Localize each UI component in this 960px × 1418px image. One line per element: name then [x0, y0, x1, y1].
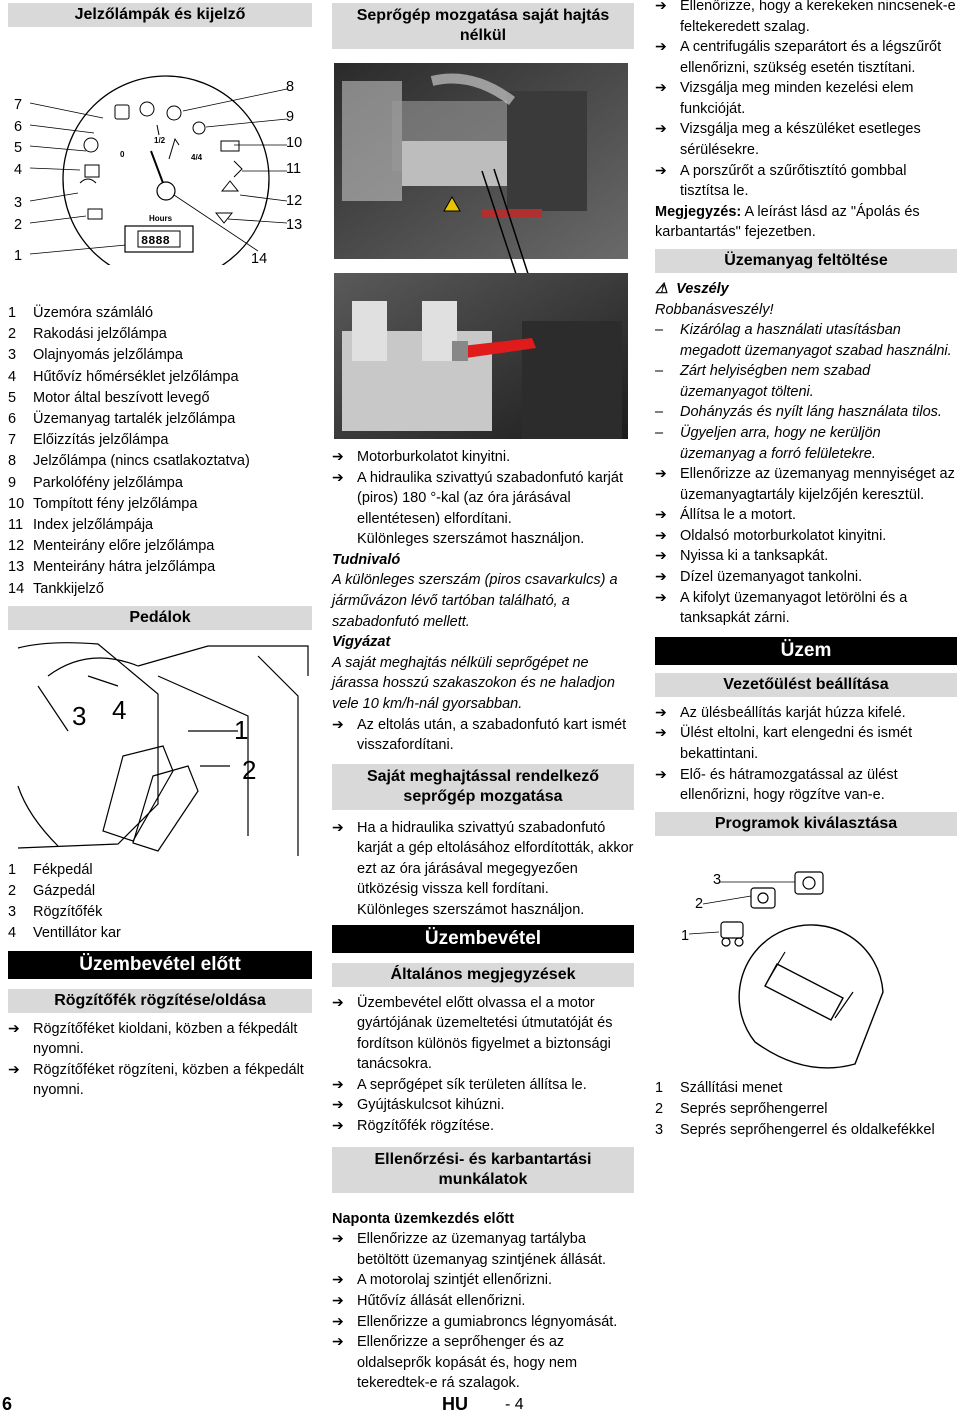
bullet-text: Rögzítőfék rögzítése. — [357, 1118, 495, 1135]
item-text: Üzemóra számláló — [33, 305, 154, 321]
arrow-icon: ➔ — [655, 506, 667, 523]
move-items — [332, 447, 634, 529]
item-text: Hűtővíz hőmérséklet jelzőlámpa — [33, 368, 239, 385]
bullet-item — [332, 993, 634, 1075]
bullet-item — [332, 1270, 634, 1291]
bullet-item — [655, 723, 957, 764]
gauge-zero: 0 — [120, 150, 125, 159]
dash-mark: – — [655, 363, 664, 380]
item-number: 1 — [8, 305, 17, 321]
item-number: 3 — [8, 347, 17, 364]
bullet-item — [655, 78, 957, 119]
bullet-text: Dízel üzemanyagot tankolni. — [680, 569, 863, 586]
item-text: Szállítási menet — [680, 1079, 783, 1096]
caution-title: Vigyázat — [332, 634, 391, 651]
bullet-text: Ülést eltolni, kart elengedni és ismét bekattintani. — [680, 725, 913, 762]
item-number: 6 — [8, 411, 17, 428]
heading-parking-brake: Rögzítőfék rögzítése/oldása — [8, 989, 312, 1013]
item-number: 1 — [655, 1079, 664, 1096]
arrow-icon: ➔ — [655, 724, 667, 741]
item-text: Tompított fény jelzőlámpa — [33, 495, 198, 512]
programs-list — [655, 1078, 957, 1142]
general-items — [332, 993, 634, 1137]
bullet-text: Elő- és hátramozgatással az ülést ellenőrizni, hogy rögzítve van-e. — [680, 766, 898, 804]
bullet-item — [655, 526, 957, 547]
list-item — [8, 515, 312, 536]
arrow-icon: ➔ — [8, 1019, 20, 1036]
bullet-item — [655, 505, 957, 526]
bullet-item — [332, 1312, 634, 1333]
caution-text: A saját meghajtás nélküli seprőgépet ne járassa hosszú szakaszokon és ne haladjon vele 10 km/h-nál gyorsabban. — [332, 654, 615, 712]
item-number: 5 — [8, 389, 17, 406]
item-number: 11 — [8, 517, 24, 534]
bullet-text: A centrifugális szeparátort és a légszűrőt ellenőrizni, szükség esetén tisztítani. — [680, 39, 942, 76]
item-number: 10 — [8, 495, 25, 512]
brake-items — [8, 1019, 312, 1101]
list-item — [8, 430, 312, 451]
bullet-text: Ellenőrizze a seprőhenger és az oldalseprők kopását és, hogy nem tekeredtek-e rá szalagok. — [357, 1334, 578, 1392]
item-number: 2 — [655, 1100, 664, 1117]
callout-number: 9 — [286, 109, 295, 125]
item-text: Parkolófény jelzőlámpa — [33, 474, 183, 491]
item-number: 13 — [8, 559, 25, 576]
callout-number: 4 — [14, 162, 23, 178]
bullet-item — [655, 588, 957, 629]
arrow-icon: ➔ — [332, 468, 344, 485]
item-text: Menteirány előre jelzőlámpa — [33, 538, 215, 555]
bullet-text: Gyújtáskulcsot kihúzni. — [357, 1097, 505, 1114]
fuel-items — [655, 464, 957, 629]
column-middle — [332, 0, 634, 1394]
arrow-icon: ➔ — [332, 1271, 344, 1288]
bullet-item — [655, 37, 957, 78]
knob-drawing — [655, 842, 957, 1078]
arrow-icon: ➔ — [332, 1312, 344, 1329]
callout-number: 11 — [286, 161, 302, 177]
own-item: ➔ Ha a hidraulika szivattyú szabadonfutó karját a gép eltolásához elfordították, akkor ezt az óra járásával megegyezően ütközésig vissza kell fordítani. — [332, 818, 634, 900]
daily-items — [332, 1229, 634, 1394]
arrow-icon: ➔ — [332, 818, 344, 835]
dash-item — [655, 361, 957, 402]
danger-title: ⚠ Veszély — [655, 280, 729, 297]
bullet-text: A kifolyt üzemanyagot letörölni és a tanksapkát zárni. — [680, 589, 908, 627]
heading-seat: Vezetőülést beállítása — [655, 673, 957, 697]
item-text: Rögzítőfék — [33, 904, 103, 921]
heading-maintenance: Ellenőrzési- és karbantartási munkálatok — [332, 1147, 634, 1193]
arrow-icon: ➔ — [332, 1096, 344, 1113]
photo-figure — [332, 61, 634, 439]
knob-label-2: 2 — [695, 895, 704, 912]
list-item — [8, 345, 312, 366]
list-item — [8, 451, 312, 472]
item-text: Ventillátor kar — [33, 925, 121, 942]
bullet-item — [655, 119, 957, 160]
arrow-icon: ➔ — [332, 1230, 344, 1247]
bullet-text: A seprőgépet sík területen állítsa le. — [357, 1076, 587, 1093]
bullet-item — [8, 1019, 312, 1060]
arrow-icon: ➔ — [655, 79, 667, 96]
item-number: 8 — [8, 453, 17, 470]
arrow-icon: ➔ — [332, 1117, 344, 1134]
bullet-text: Oldalsó motorburkolatot kinyitni. — [680, 527, 887, 544]
item-number: 2 — [8, 883, 17, 900]
dashboard-figure — [8, 33, 312, 265]
item-text: Fékpedál — [33, 861, 93, 878]
arrow-icon: ➔ — [332, 715, 344, 732]
bullet-text: Ellenőrizze az üzemanyag mennyiséget az üzemanyagtartály kijelzőjén keresztül. — [680, 466, 955, 503]
pedal-label-4: 4 — [112, 694, 127, 725]
callout-number: 3 — [14, 195, 23, 211]
item-number: 9 — [8, 474, 17, 491]
page-subnumber: - 4 — [505, 1396, 524, 1413]
bullet-text: A porszűrőt a szűrőtisztító gombbal tisztítsa le. — [680, 162, 907, 200]
pedal-label-1: 1 — [234, 714, 249, 745]
bullet-text: A motorolaj szintjét ellenőrizni. — [357, 1272, 553, 1289]
callout-number: 2 — [14, 217, 23, 233]
callout-number: 12 — [286, 193, 303, 209]
seat-items — [655, 703, 957, 806]
column-left — [8, 0, 312, 1101]
list-item — [8, 473, 312, 494]
bullet-item — [655, 161, 957, 202]
list-item — [8, 324, 312, 345]
item-text: Tankkijelző — [33, 580, 104, 597]
bullet-item — [655, 546, 957, 567]
language-code: HU — [442, 1394, 468, 1414]
arrow-icon: ➔ — [655, 465, 667, 482]
dash-text: Zárt helyiségben nem szabad üzemanyagot tölteni. — [680, 363, 871, 400]
item-text: Menteirány hátra jelzőlámpa — [33, 559, 216, 576]
bullet-text: Ellenőrizze a gumiabroncs légnyomását. — [357, 1313, 618, 1330]
item-number: 4 — [8, 368, 17, 385]
bullet-text: Állítsa le a motort. — [680, 507, 797, 524]
bullet-text: A hidraulika szivattyú szabadonfutó karját (piros) 180 °-kal (az óra járásával ellentétesen) elfordítani. — [357, 469, 623, 527]
heading-before-start: Üzembevétel előtt — [8, 951, 312, 979]
bullet-item — [332, 447, 634, 468]
dashboard-label-14: 14 — [251, 251, 268, 267]
callout-number: 6 — [14, 119, 23, 135]
bullet-text: Ellenőrizze, hogy a kerekeken nincsenek-e feltekeredett szalag. — [680, 0, 956, 35]
arrow-icon: ➔ — [332, 993, 344, 1010]
column-right — [655, 0, 957, 1141]
dash-item — [655, 320, 957, 361]
list-item — [8, 557, 312, 578]
pedal-figure — [8, 636, 312, 858]
top-items — [655, 0, 957, 202]
item-number: 1 — [8, 861, 17, 878]
pedal-drawing — [8, 636, 312, 858]
callout-number: 7 — [14, 97, 23, 113]
list-item — [8, 536, 312, 557]
arrow-icon: ➔ — [655, 568, 667, 585]
item-text: Index jelzőlámpája — [33, 517, 154, 534]
list-item — [8, 902, 312, 923]
list-item — [8, 579, 312, 600]
callout-number: 1 — [14, 248, 23, 264]
item-number: 7 — [8, 432, 17, 449]
bullet-text: Vizsgálja meg minden kezelési elem funkcióját. — [680, 80, 914, 117]
arrow-icon: ➔ — [655, 703, 667, 720]
item-number: 3 — [655, 1122, 664, 1139]
bullet-text: Nyissa ki a tanksapkát. — [680, 548, 829, 565]
bullet-item — [332, 1229, 634, 1270]
bullet-item — [655, 703, 957, 724]
bullet-item — [332, 1291, 634, 1312]
list-item — [655, 1120, 957, 1141]
list-item — [8, 367, 312, 388]
bullet-item — [655, 765, 957, 806]
list-item — [655, 1099, 957, 1120]
bullet-item — [655, 567, 957, 588]
list-item — [655, 1078, 957, 1099]
knob-label-3: 3 — [713, 871, 722, 888]
callout-number: 10 — [286, 135, 303, 151]
dash-text: Ügyeljen arra, hogy ne kerüljön üzemanyag a forró felületekre. — [680, 424, 881, 462]
item-number: 14 — [8, 580, 25, 597]
heading-lamps: Jelzőlámpák és kijelző — [8, 3, 312, 27]
bullet-text: Rögzítőféket kioldani, közben a fékpedált nyomni. — [33, 1020, 298, 1058]
callout-number: 5 — [14, 140, 23, 156]
bullet-text: Hűtővíz állását ellenőrizni. — [357, 1292, 526, 1309]
dash-mark: – — [655, 424, 664, 441]
danger-subtitle: Robbanásveszély! — [655, 301, 774, 318]
heading-start: Üzembevétel — [332, 925, 634, 953]
list-item — [8, 409, 312, 430]
pedal-label-3: 3 — [72, 700, 87, 731]
bullet-item — [332, 1116, 634, 1137]
bullet-text: Motorburkolatot kinyitni. — [357, 449, 511, 465]
bullet-item — [8, 1060, 312, 1101]
arrow-icon: ➔ — [655, 38, 667, 55]
list-item — [8, 923, 312, 944]
item-text: Olajnyomás jelzőlámpa — [33, 347, 183, 364]
item-text: Jelzőlámpa (nincs csatlakoztatva) — [33, 453, 250, 470]
item-text: Motor által beszívott levegő — [33, 389, 210, 406]
gauge-half: 1/2 — [154, 136, 166, 145]
program-knob-figure — [655, 842, 957, 1078]
dash-item — [655, 402, 957, 423]
arrow-icon: ➔ — [655, 161, 667, 178]
after-move-item: ➔ Az eltolás után, a szabadonfutó kart ismét visszafordítani. — [332, 715, 634, 756]
special-tool-note-2: Különleges szerszámot használjon. — [357, 901, 585, 918]
pedals-list — [8, 860, 312, 945]
bullet-text: Az ülésbeállítás karját húzza kifelé. — [680, 704, 906, 721]
arrow-icon: ➔ — [655, 547, 667, 564]
bullet-text: Üzembevétel előtt olvassa el a motor gyártójának üzemeltetési útmutatóját és fordítson különös figyelmet a biztonsági tanácsokra. — [357, 994, 613, 1073]
knob-label-1: 1 — [681, 927, 690, 944]
list-item — [8, 494, 312, 515]
heading-general: Általános megjegyzések — [332, 963, 634, 987]
page-number: 6 — [2, 1394, 13, 1414]
dash-item — [655, 423, 957, 464]
heading-operation: Üzem — [655, 637, 957, 665]
dash-text: Kizárólag a használati utasításban megadott üzemanyagot szabad használni. — [680, 322, 952, 359]
callout-number: 13 — [286, 217, 303, 233]
arrow-icon: ➔ — [655, 120, 667, 137]
list-item — [8, 881, 312, 902]
item-text: Seprés seprőhengerrel — [680, 1100, 828, 1117]
gauge-full: 4/4 — [191, 153, 203, 162]
gauge-hours: Hours — [149, 214, 173, 223]
list-item — [8, 388, 312, 409]
heading-fuel: Üzemanyag feltöltése — [655, 249, 957, 273]
bullet-item — [332, 1075, 634, 1096]
arrow-icon: ➔ — [332, 1075, 344, 1092]
bullet-item — [332, 468, 634, 530]
heading-move-without-drive: Seprőgép mozgatása saját hajtás nélkül — [332, 3, 634, 49]
note-title: Tudnivaló — [332, 551, 401, 568]
item-number: 4 — [8, 925, 17, 942]
callout-number: 8 — [286, 79, 295, 95]
warning-icon: ⚠ — [655, 280, 668, 297]
list-item — [8, 303, 312, 324]
bullet-item — [655, 0, 957, 37]
danger-items — [655, 320, 957, 464]
arrow-icon: ➔ — [655, 526, 667, 543]
item-text: Rakodási jelzőlámpa — [33, 326, 167, 343]
item-text: Üzemanyag tartalék jelzőlámpa — [33, 411, 236, 428]
arrow-icon: ➔ — [8, 1060, 20, 1077]
dash-text: Dohányzás és nyílt láng használata tilos. — [680, 404, 942, 421]
special-tool-note: Különleges szerszámot használjon. — [357, 531, 585, 548]
bullet-item — [332, 1332, 634, 1394]
gauge-digits: 8888 — [141, 234, 170, 248]
arrow-icon: ➔ — [655, 588, 667, 605]
dashboard-drawing — [8, 33, 312, 265]
arrow-icon: ➔ — [332, 448, 344, 464]
bullet-item — [655, 464, 957, 505]
heading-programs: Programok kiválasztása — [655, 812, 957, 836]
arrow-icon: ➔ — [332, 1291, 344, 1308]
lamps-list — [8, 303, 312, 600]
item-text: Előizzítás jelzőlámpa — [33, 432, 169, 449]
photo-drawing — [332, 61, 634, 439]
daily-title: Naponta üzemkezdés előtt — [332, 1210, 515, 1227]
bullet-text: Vizsgálja meg a készüléket esetleges sérülésekre. — [680, 121, 921, 159]
item-text: Seprés seprőhengerrel és oldalkefékkel — [680, 1122, 935, 1139]
bullet-item — [332, 1095, 634, 1116]
bullet-text: Rögzítőféket rögzíteni, közben a fékpedált nyomni. — [33, 1061, 304, 1099]
note-text: A különleges szerszám (piros csavarkulcs) a járművázon lévő tartóban található, a szabadonfutó mellett. — [332, 572, 618, 630]
heading-pedals: Pedálok — [8, 606, 312, 630]
item-text: Gázpedál — [33, 883, 96, 900]
item-number: 12 — [8, 538, 25, 555]
heading-move-with-drive: Saját meghajtással rendelkező seprőgép mozgatása — [332, 764, 634, 810]
dash-mark: – — [655, 322, 664, 339]
dash-mark: – — [655, 404, 664, 421]
arrow-icon: ➔ — [332, 1333, 344, 1350]
bullet-text: Ellenőrizze az üzemanyag tartályba betöltött üzemanyag szintjének állását. — [357, 1231, 607, 1268]
list-item — [8, 860, 312, 881]
item-number: 3 — [8, 904, 17, 921]
arrow-icon: ➔ — [655, 765, 667, 782]
item-number: 2 — [8, 326, 17, 343]
remark: Megjegyzés: A leírást lásd az "Ápolás és karbantartás" fejezetben. — [655, 203, 920, 241]
arrow-icon: ➔ — [655, 0, 667, 13]
pedal-label-2: 2 — [242, 754, 257, 785]
